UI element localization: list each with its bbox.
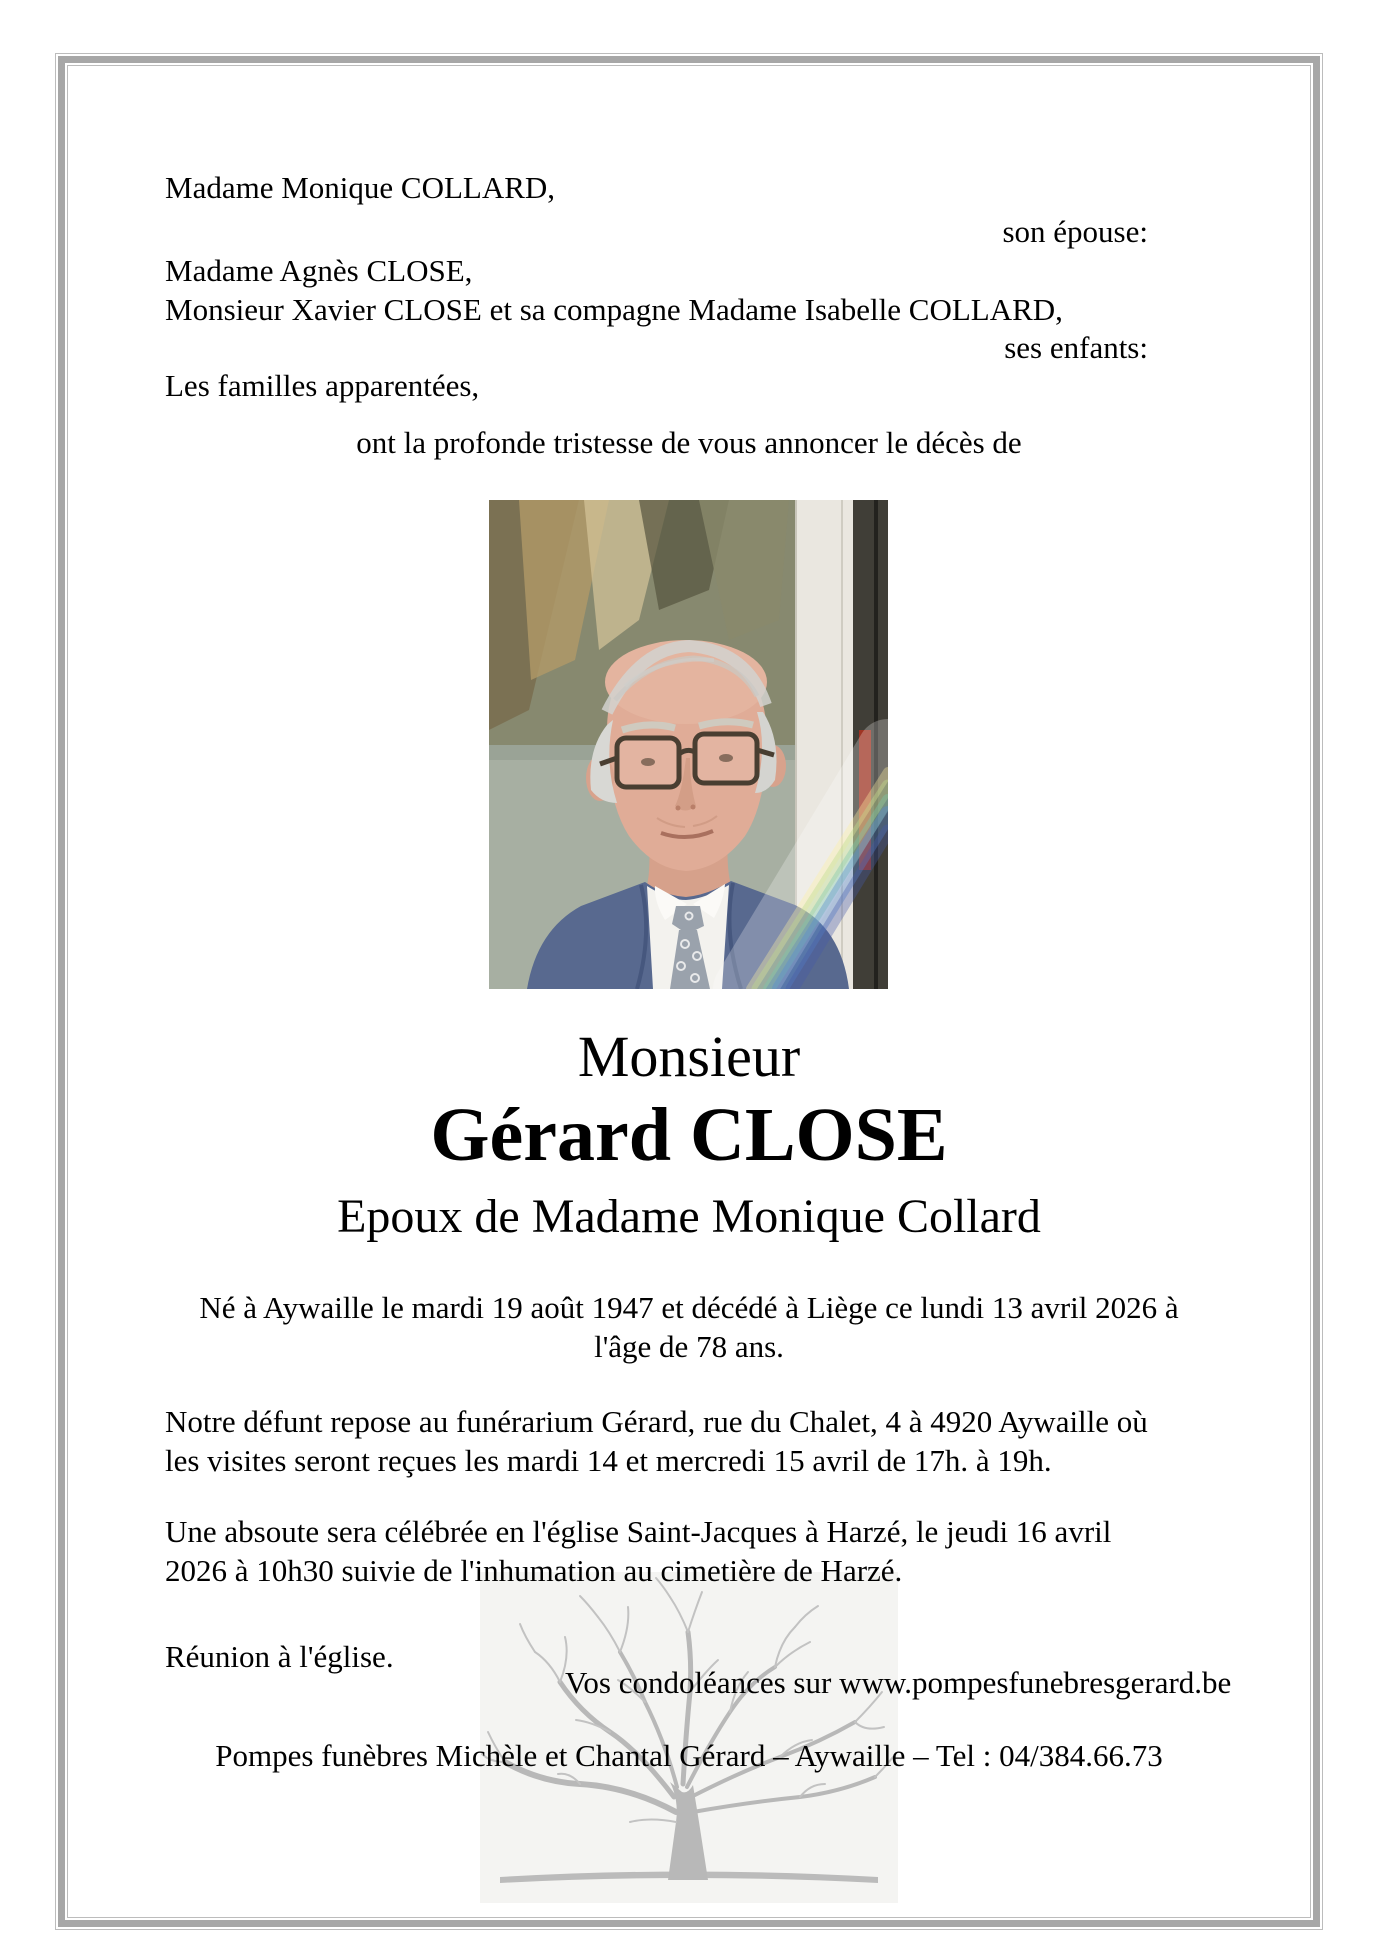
repose-line1: Notre défunt repose au funérarium Gérard, rue du Chalet, 4 à 4920 Aywaille où [165, 1404, 1148, 1439]
service-line2: 2026 à 10h30 suivie de l'inhumation au cimetière de Harzé. [165, 1553, 903, 1588]
deceased-relation: Epoux de Madame Monique Collard [337, 1190, 1041, 1243]
portrait-photo [489, 500, 888, 989]
life-dates-paragraph [0, 1288, 1378, 1366]
announcement-line: ont la profonde tristesse de vous annoncer le décès de [356, 425, 1022, 460]
deceased-title: Monsieur [577, 1024, 801, 1089]
family-line-son: Monsieur Xavier CLOSE et sa compagne Madame Isabelle COLLARD, [165, 292, 1063, 327]
family-line-relatives: Les familles apparentées, [165, 368, 480, 403]
footer-funeral-home: Pompes funèbres Michèle et Chantal Gérard – Aywaille – Tel : 04/384.66.73 [215, 1738, 1163, 1773]
life-dates-line1: Né à Aywaille le mardi 19 août 1947 et décédé à Liège ce lundi 13 avril 2026 à [199, 1290, 1179, 1325]
life-dates-line2: l'âge de 78 ans. [594, 1329, 784, 1364]
repose-paragraph [165, 1402, 1148, 1480]
service-paragraph [165, 1512, 1111, 1590]
repose-line2: les visites seront reçues les mardi 14 et mercredi 15 avril de 17h. à 19h. [165, 1443, 1052, 1478]
family-line-spouse-name: Madame Monique COLLARD, [165, 170, 556, 205]
condolences-line: Vos condoléances sur www.pompesfunebresgerard.be [565, 1665, 1232, 1700]
family-line-daughter: Madame Agnès CLOSE, [165, 253, 473, 288]
meeting-line: Réunion à l'église. [165, 1639, 394, 1674]
family-line-spouse-label: son épouse: [1002, 214, 1148, 249]
service-line1: Une absoute sera célébrée en l'église Saint-Jacques à Harzé, le jeudi 16 avril [165, 1514, 1112, 1549]
deceased-name: Gérard CLOSE [430, 1093, 948, 1177]
family-line-children-label: ses enfants: [1004, 330, 1148, 365]
